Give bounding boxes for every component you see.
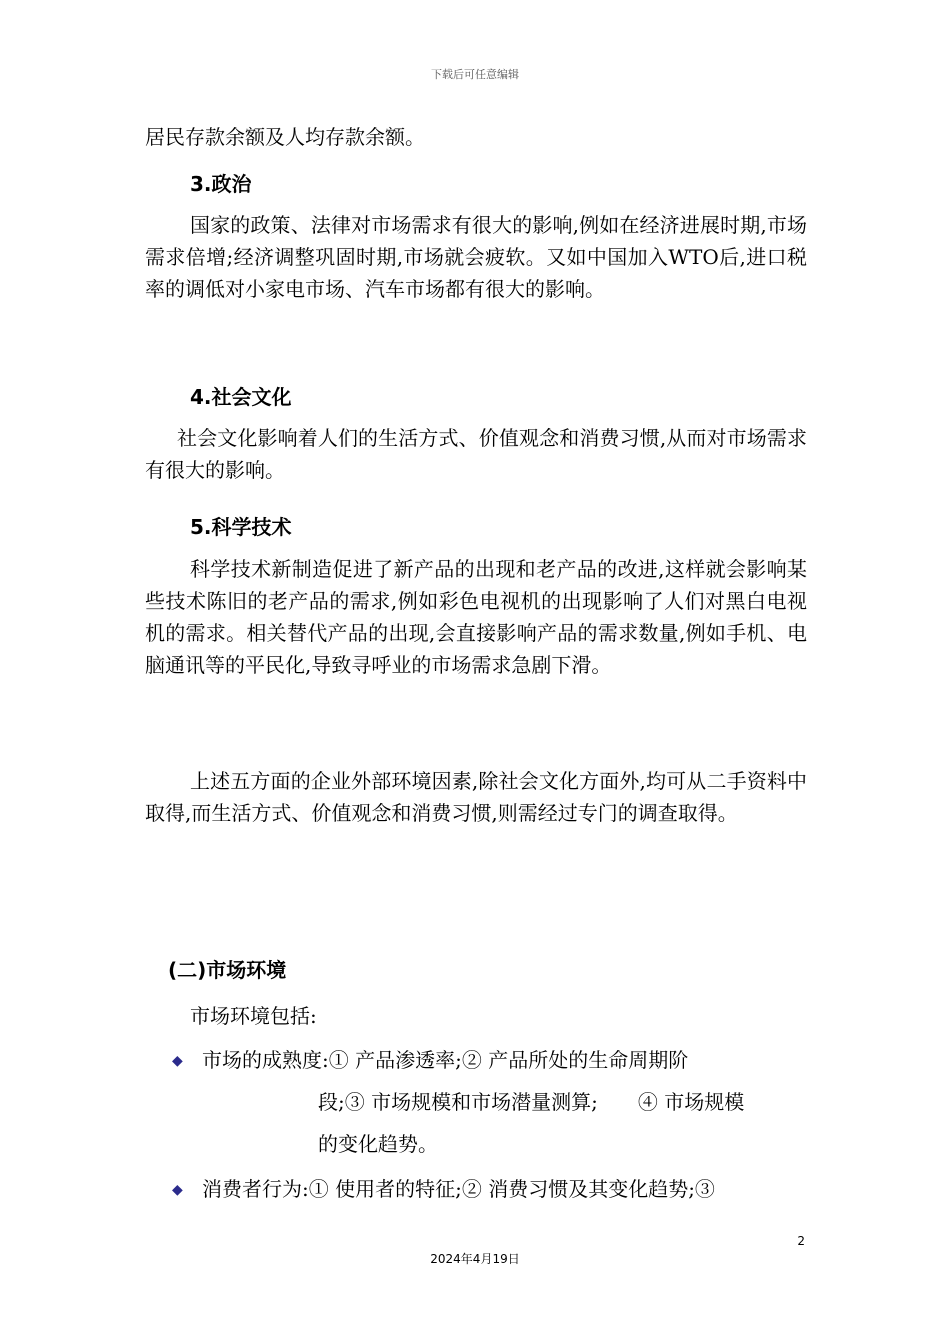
section-heading: 4.社会文化 xyxy=(190,385,292,409)
paragraph-text: 国家的政策、法律对市场需求有很大的影响,例如在经济进展时期,市场需求倍增;经济调整巩固时期,市场就会疲软。又如中国加入WTO后,进口税率的调低对小家电市场、汽车市场都有很大的影响。 xyxy=(145,213,807,301)
list-item: 市场的成熟度:① 产品渗透率;② 产品所处的生命周期阶 xyxy=(202,1048,689,1072)
section-heading: 5.科学技术 xyxy=(190,515,292,539)
diamond-bullet-icon: ◆ xyxy=(172,1182,183,1198)
paragraph-text: 居民存款余额及人均存款余额。 xyxy=(145,125,425,149)
diamond-bullet-icon: ◆ xyxy=(172,1053,183,1069)
paragraph-text: 科学技术新制造促进了新产品的出现和老产品的改进,这样就会影响某些技术陈旧的老产品的需求,例如彩色电视机的出现影响了人们对黑白电视机的需求。相关替代产品的出现,会直接影响产品的需求数量,例如手机、电脑通讯等的平民化,导致寻呼业的市场需求急剧下滑。 xyxy=(145,557,807,677)
section-heading: (二)市场环境 xyxy=(168,958,287,982)
list-item: 消费者行为:① 使用者的特征;② 消费习惯及其变化趋势;③ xyxy=(202,1177,715,1201)
footer-date: 2024年4月19日 xyxy=(430,1252,520,1266)
page-header: 下载后可任意编辑 xyxy=(431,68,519,81)
list-item-continuation: 段;③ 市场规模和市场潜量测算; ④ 市场规模 xyxy=(318,1090,745,1114)
list-item-continuation: 的变化趋势。 xyxy=(318,1132,438,1156)
paragraph-text: 社会文化影响着人们的生活方式、价值观念和消费习惯,从而对市场需求有很大的影响。 xyxy=(145,426,807,482)
paragraph-text: 市场环境包括: xyxy=(190,1004,317,1028)
section-heading: 3.政治 xyxy=(190,172,252,196)
paragraph-text: 上述五方面的企业外部环境因素,除社会文化方面外,均可从二手资料中取得,而生活方式、价值观念和消费习惯,则需经过专门的调查取得。 xyxy=(145,769,807,825)
page-number: 2 xyxy=(797,1234,805,1248)
